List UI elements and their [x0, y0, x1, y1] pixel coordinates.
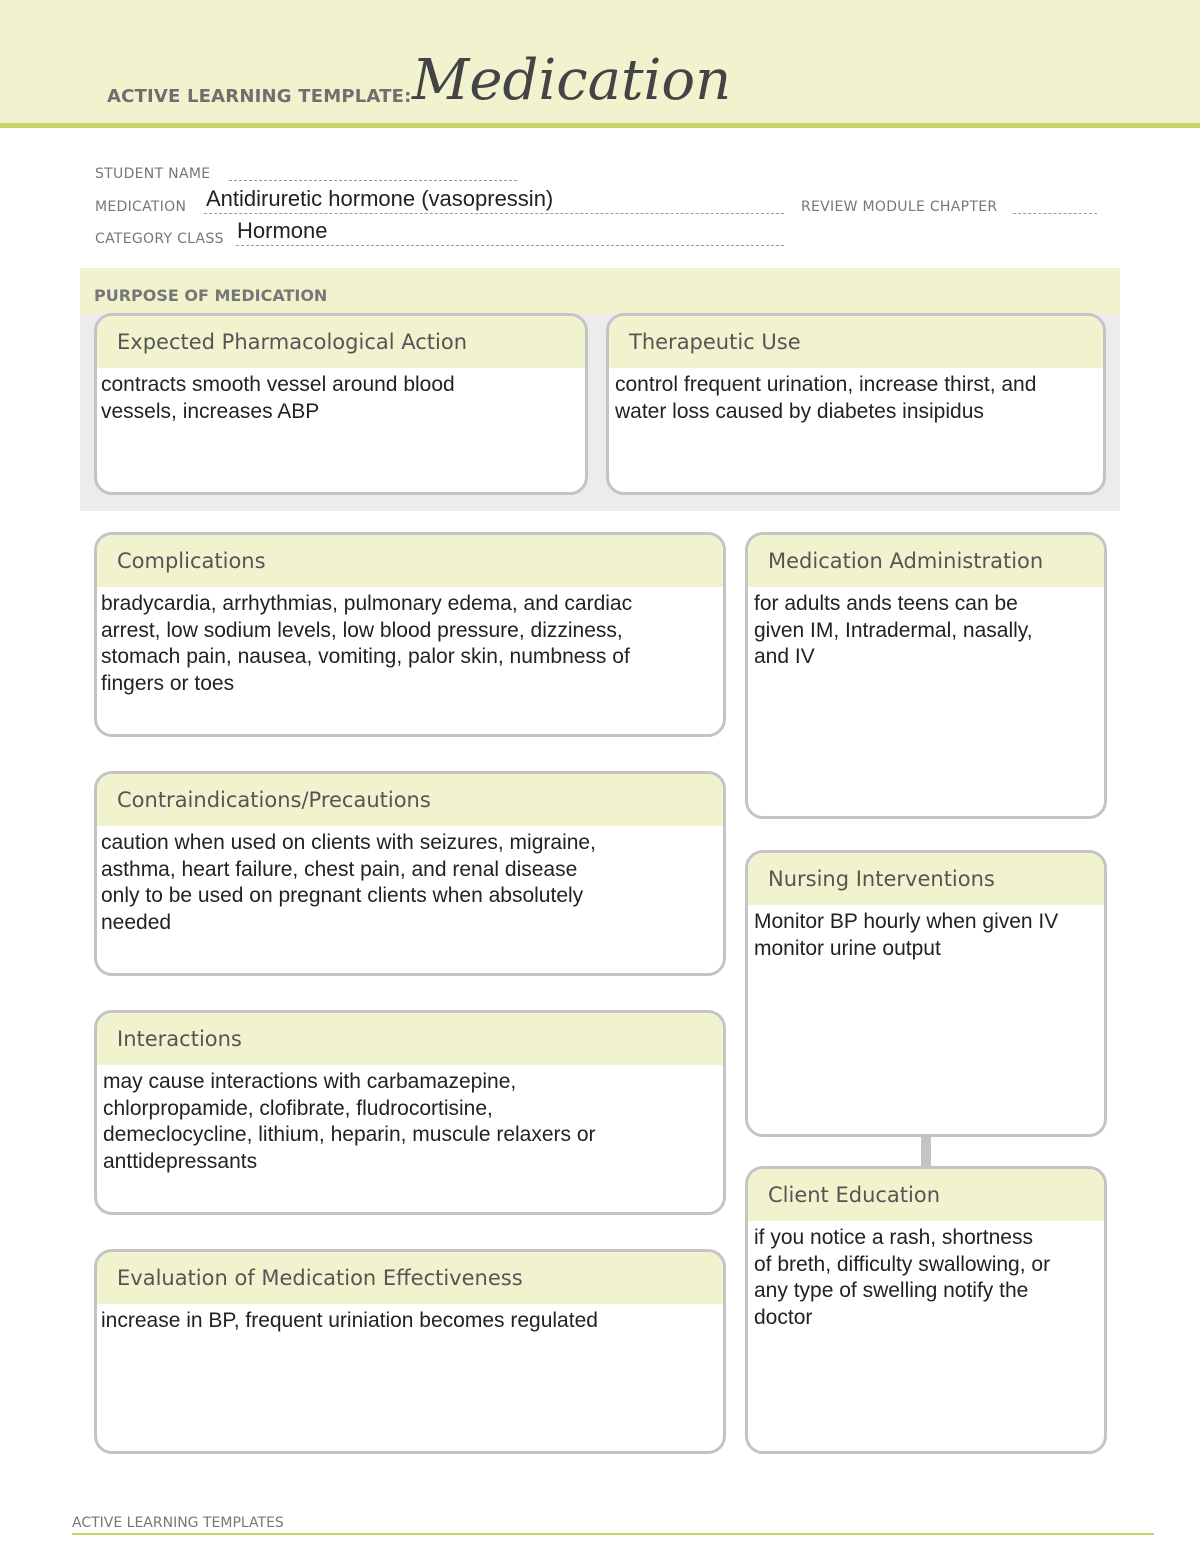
contraindications-title: Contraindications/Precautions	[97, 774, 723, 826]
page-title: Medication	[412, 48, 732, 113]
footer-divider	[72, 1533, 1154, 1535]
therapeutic-use-title: Therapeutic Use	[609, 316, 1103, 368]
administration-title: Medication Administration	[748, 535, 1104, 587]
therapeutic-use-text[interactable]: control frequent urination, increase thirst, and water loss caused by diabetes insipidus	[615, 373, 1037, 423]
interactions-title: Interactions	[97, 1013, 723, 1065]
template-label: ACTIVE LEARNING TEMPLATE:	[107, 86, 412, 107]
client-education-text[interactable]: if you notice a rash, shortness of breth, difficulty swallowing, or any type of swelling notify the doctor	[754, 1226, 1051, 1329]
expected-action-title: Expected Pharmacological Action	[97, 316, 585, 368]
client-education-box	[745, 1166, 1107, 1454]
client-education-title: Client Education	[748, 1169, 1104, 1221]
complications-text[interactable]: bradycardia, arrhythmias, pulmonary edema, and cardiac arrest, low sodium levels, low blood pressure, dizziness, stomach pain, nausea, vomiting, palor skin, numbness of fingers or toes	[101, 592, 633, 695]
evaluation-box	[94, 1249, 726, 1454]
nursing-interventions-title: Nursing Interventions	[748, 853, 1104, 905]
review-module-field[interactable]	[1013, 213, 1097, 214]
expected-action-text[interactable]: contracts smooth vessel around blood vessels, increases ABP	[101, 373, 455, 423]
footer-label: ACTIVE LEARNING TEMPLATES	[72, 1515, 284, 1531]
medication-field-line	[204, 213, 784, 214]
nursing-interventions-text[interactable]: Monitor BP hourly when given IV monitor urine output	[754, 910, 1059, 960]
administration-text[interactable]: for adults ands teens can be given IM, Intradermal, nasally, and IV	[754, 592, 1033, 668]
complications-title: Complications	[97, 535, 723, 587]
category-class-label: CATEGORY CLASS	[95, 231, 224, 247]
interactions-box	[94, 1010, 726, 1215]
administration-box	[745, 532, 1107, 819]
contraindications-text[interactable]: caution when used on clients with seizures, migraine, asthma, heart failure, chest pain, and renal disease only to be used on pregnant clients when absolutely needed	[101, 831, 596, 934]
category-class-field[interactable]: Hormone	[237, 218, 328, 243]
category-class-field-line	[236, 245, 784, 246]
therapeutic-use-box	[606, 313, 1106, 495]
nursing-interventions-box	[745, 850, 1107, 1137]
header-divider	[0, 123, 1200, 128]
contraindications-box	[94, 771, 726, 976]
expected-action-box	[94, 313, 588, 495]
medication-label: MEDICATION	[95, 199, 187, 215]
purpose-label: PURPOSE OF MEDICATION	[94, 286, 328, 305]
complications-box	[94, 532, 726, 737]
evaluation-text[interactable]: increase in BP, frequent uriniation becomes regulated	[101, 1309, 598, 1332]
medication-field[interactable]: Antidiruretic hormone (vasopressin)	[206, 186, 554, 211]
review-module-label: REVIEW MODULE CHAPTER	[801, 199, 998, 215]
evaluation-title: Evaluation of Medication Effectiveness	[97, 1252, 723, 1304]
student-name-field[interactable]	[229, 180, 517, 181]
student-name-label: STUDENT NAME	[95, 166, 211, 182]
box-connector	[921, 1135, 931, 1167]
interactions-text[interactable]: may cause interactions with carbamazepine, chlorpropamide, clofibrate, fludrocortisine, demeclocycline, lithium, heparin, muscule relaxers or anttidepressants	[103, 1070, 596, 1173]
